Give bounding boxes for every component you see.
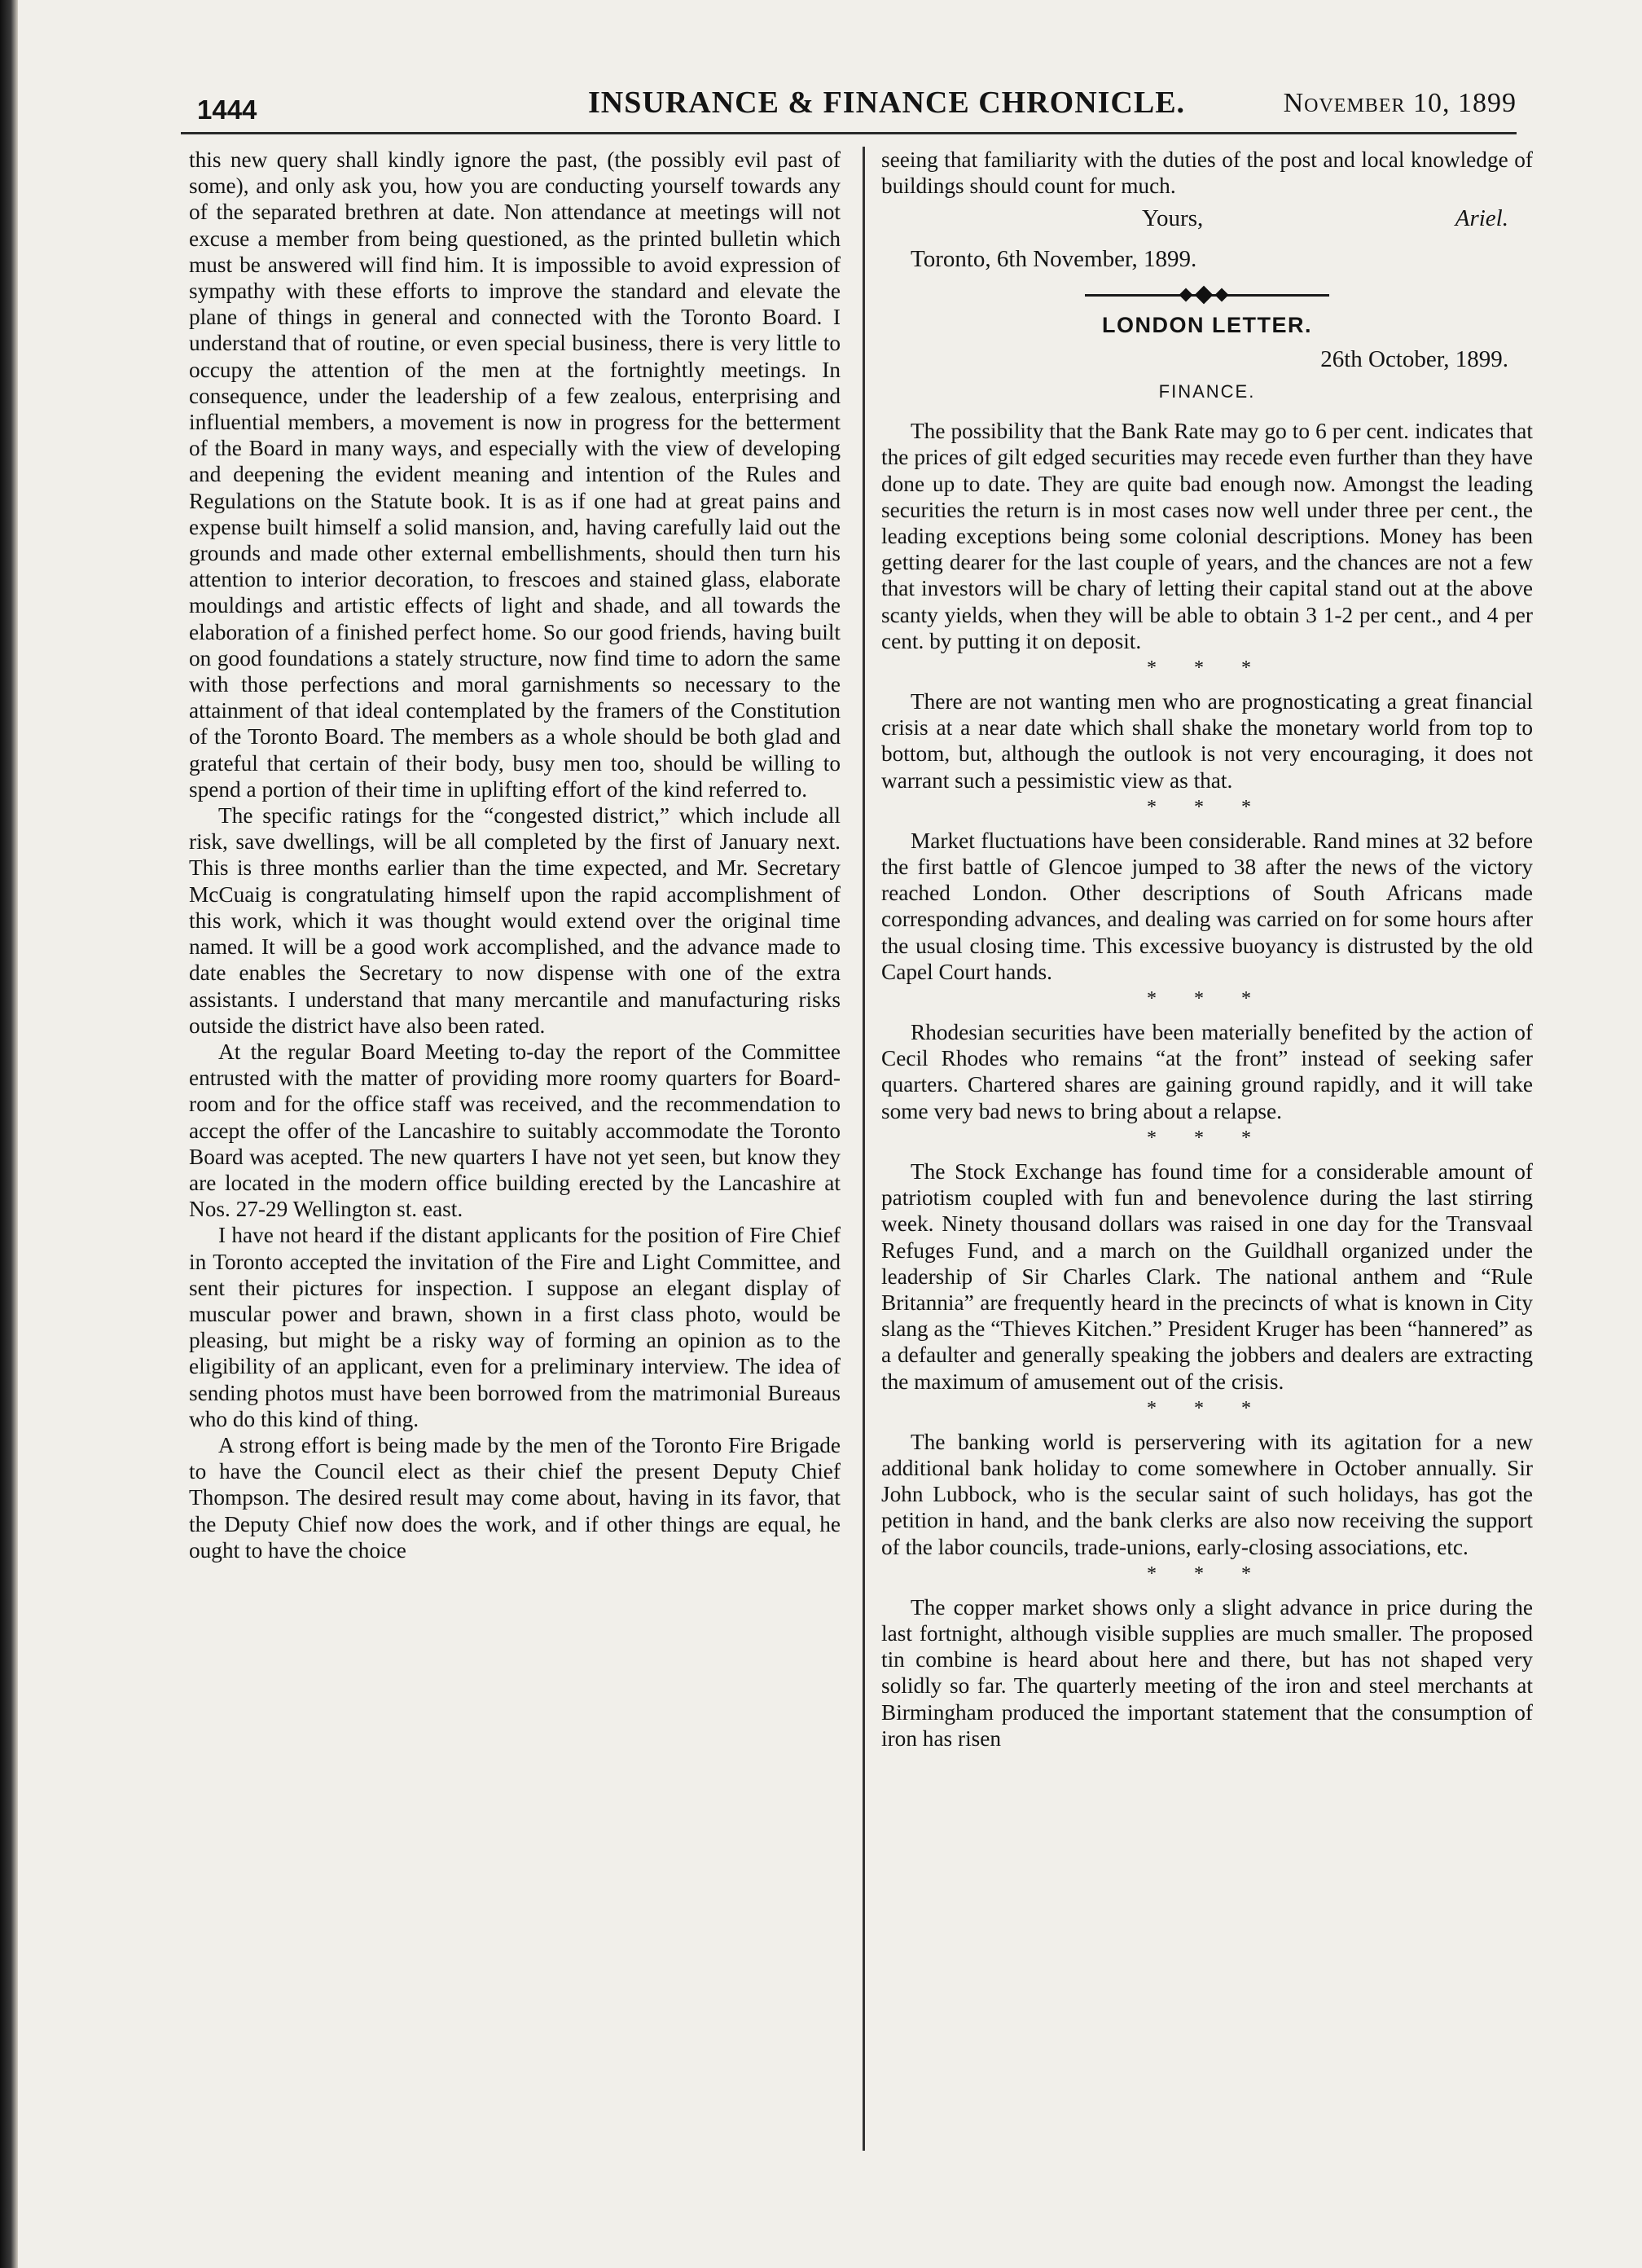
star-separator: * * * — [1147, 988, 1267, 1010]
newspaper-page — [18, 0, 1642, 2268]
paragraph-fire-board-efforts: this new query shall kindly ignore the past, (the possibly evil past of some), and only ask you, how you are conducting yourself towards any of the separated brethren at date. Non attendance at meetings will not excuse a member from being questioned, as the printed bulletin which must be answered will find him. It is impossible to avoid expression of sympathy with these efforts to improve the standard and elevate the plane of things in general and connected with the Toronto Board. I understand that of routine, or even special business, there is very little to occupy the attention of the men at the fortnightly meetings. In consequence, under the leadership of a few zealous, enterprising and influential members, a movement is now in progress for the betterment of the Board in many ways, and especially with the view of developing and deepening the evident meaning and intention of the Rules and Regulations on the Statute book. It is as if one had at great pains and expense built himself a solid mansion, and, having carefully laid out the grounds and made other external embellishments, should then turn his attention to interior decoration, to frescoes and stained glass, elaborate mouldings and artistic effects of light and shade, and all towards the elaboration of a finished perfect home. So our good friends, having built on good foundations a stately structure, now find time to adorn the same with those perfections and moral garnishments so necessary to the attainment of that ideal contemplated by the framers of the Constitution of the Toronto Board. The members as a whole should be both glad and grateful that certain of their body, busy men too, should be willing to spend a portion of their time in uplifting effort of the kind referred to. — [189, 147, 841, 802]
ornament-diamond — [1179, 288, 1193, 301]
right-column — [881, 147, 1533, 1752]
signoff-yours: Yours, — [1142, 205, 1204, 232]
paragraph-rhodesian-securities: Rhodesian securities have been materially benefited by the action of Cecil Rhodes who remains “at the front” instead of seeking safer quarters. Chartered shares are gaining ground rapidly, and it will take some very bad news to bring about a relapse. — [881, 1020, 1533, 1123]
column-divider — [863, 147, 865, 2151]
page-number: 1444 — [197, 94, 257, 125]
paragraph-financial-crisis: There are not wanting men who are prognosticating a great financial crisis at a near date which shall shake the monetary world from top to bottom, but, although the outlook is not very encouraging, it does not warrant such a pessimistic view as that. — [881, 689, 1533, 793]
page-header — [181, 78, 1517, 127]
paragraph-deputy-chief: A strong effort is being made by the men of the Toronto Fire Brigade to have the Council elect as their chief the present Deputy Chief Thompson. The desired result may come about, having in its favor, that the Deputy Chief now does the work, and if other things are equal, he ought to have the choice — [189, 1432, 841, 1563]
paragraph-fire-chief-applicants: I have not heard if the distant applicants for the position of Fire Chief in Toronto accepted the invitation of the Fire and Light Committee, and sent their pictures for inspection. I suppose an elegant display of muscular power and brawn, shown in a first class photo, would be pleasing, but might be a risky way of forming an opinion as to the eligibility of an applicant, even for a preliminary interview. The idea of sending photos must have been borrowed from the matrimonial Bureaus who do this kind of thing. — [189, 1223, 841, 1431]
star-separator: * * * — [1147, 1127, 1267, 1149]
star-separator: * * * — [1147, 1563, 1267, 1585]
star-separator: * * * — [1147, 1397, 1267, 1419]
ornament-diamond — [1195, 285, 1214, 304]
signoff-name: Ariel. — [1455, 205, 1508, 232]
publication-title: INSURANCE & FINANCE CHRONICLE. — [588, 86, 1186, 120]
ornament-diamond — [1215, 288, 1229, 301]
letter-date: 26th October, 1899. — [1320, 345, 1508, 372]
paragraph-market-fluctuations: Market fluctuations have been considerable. Rand mines at 32 before the first battle of Glencoe jumped to 38 after the news of the victory reached London. Other descriptions of South Africans made corresponding advances, and dealing was carried on for some hours after the usual closing time. This excessive buoyancy is distrusted by the old Capel Court hands. — [881, 828, 1533, 984]
letter-signoff — [881, 205, 1533, 238]
star-separator: * * * — [1147, 657, 1267, 679]
paragraph-bank-rate: The possibility that the Bank Rate may go to 6 per cent. indicates that the prices of gilt edged securities may recede even further than they have done up to date. They are quite bad enough now. Amongst the leading securities the return is in most cases now well under three per cent., the leading exceptions being some colonial descriptions. Money has been getting dearer for the last couple of years, and the chances are not a few that investors will be chary of letting their capital stand out at the above scanty yields, when they will be able to obtain 3 1-2 per cent., and 4 per cent. by putting it on deposit. — [881, 419, 1533, 653]
paragraph-copper-market: The copper market shows only a slight advance in price during the last fortnight, although visible supplies are much smaller. The proposed tin combine is heard about here and there, but has not shaped very solidly so far. The quarterly meeting of the iron and steel merchants at Birmingham produced the important statement that the consumption of iron has risen — [881, 1594, 1533, 1751]
toronto-dateline: Toronto, 6th November, 1899. — [911, 246, 1197, 273]
finance-subhead: FINANCE. — [1158, 381, 1256, 402]
book-binding-edge — [0, 0, 18, 2268]
paragraph-stock-exchange: The Stock Exchange has found time for a considerable amount of patriotism coupled with fun and benevolence during the last stirring week. Ninety thousand dollars was raised in one day for the Transvaal Refuges Fund, and a march on the Guildhall organized under the leadership of Sir Charles Clark. The national anthem and “Rule Britannia” are frequently heard in the precincts of what is known in City slang as the “Thieves Kitchen.” President Kruger has been “hannered” as a defaulter and generally speaking the jobbers and dealers are extracting the maximum of amusement out of the crisis. — [881, 1158, 1533, 1394]
paragraph-specific-ratings: The specific ratings for the “congested district,” which include all risk, save dwellings, will be all completed by the first of January next. This is three months earlier than the time expected, and Mr. Secretary McCuaig is congratulating himself upon the rapid accomplishment of this work, which it was thought would extend over the original time named. It will be a good work accomplished, and the advance made to date enables the Secretary to now dispense with one of the extra assistants. I understand that many mercantile and manufacturing risks outside the district have also been rated. — [189, 803, 841, 1038]
paragraph-board-meeting: At the regular Board Meeting to-day the report of the Committee entrusted with the matter of providing more roomy quarters for Board-room and for the office staff was received, and the recommendation to accept the offer of the Lancashire to suitably accommodate the Toronto Board was acepted. The new quarters I have not yet seen, but know they are located in the modern office building erected by the Lancashire at Nos. 27-29 Wellington st. east. — [189, 1039, 841, 1222]
ornamental-rule — [1085, 288, 1329, 302]
section-title: LONDON LETTER. — [1102, 312, 1312, 337]
left-column — [189, 147, 841, 1563]
star-separator: * * * — [1147, 796, 1267, 818]
issue-date: November 10, 1899 — [1283, 88, 1517, 118]
paragraph-banking-holiday: The banking world is perservering with its agitation for a new additional bank holiday to come somewhere in October annually. Sir John Lubbock, who is the secular saint of such holidays, has got the petition in hand, and the bank clerks are also now receiving the support of the labor councils, trade-unions, early-closing associations, etc. — [881, 1429, 1533, 1559]
header-rule — [181, 132, 1517, 134]
paragraph-continuation: seeing that familiarity with the duties of the post and local knowledge of buildings should count for much. — [881, 147, 1533, 199]
